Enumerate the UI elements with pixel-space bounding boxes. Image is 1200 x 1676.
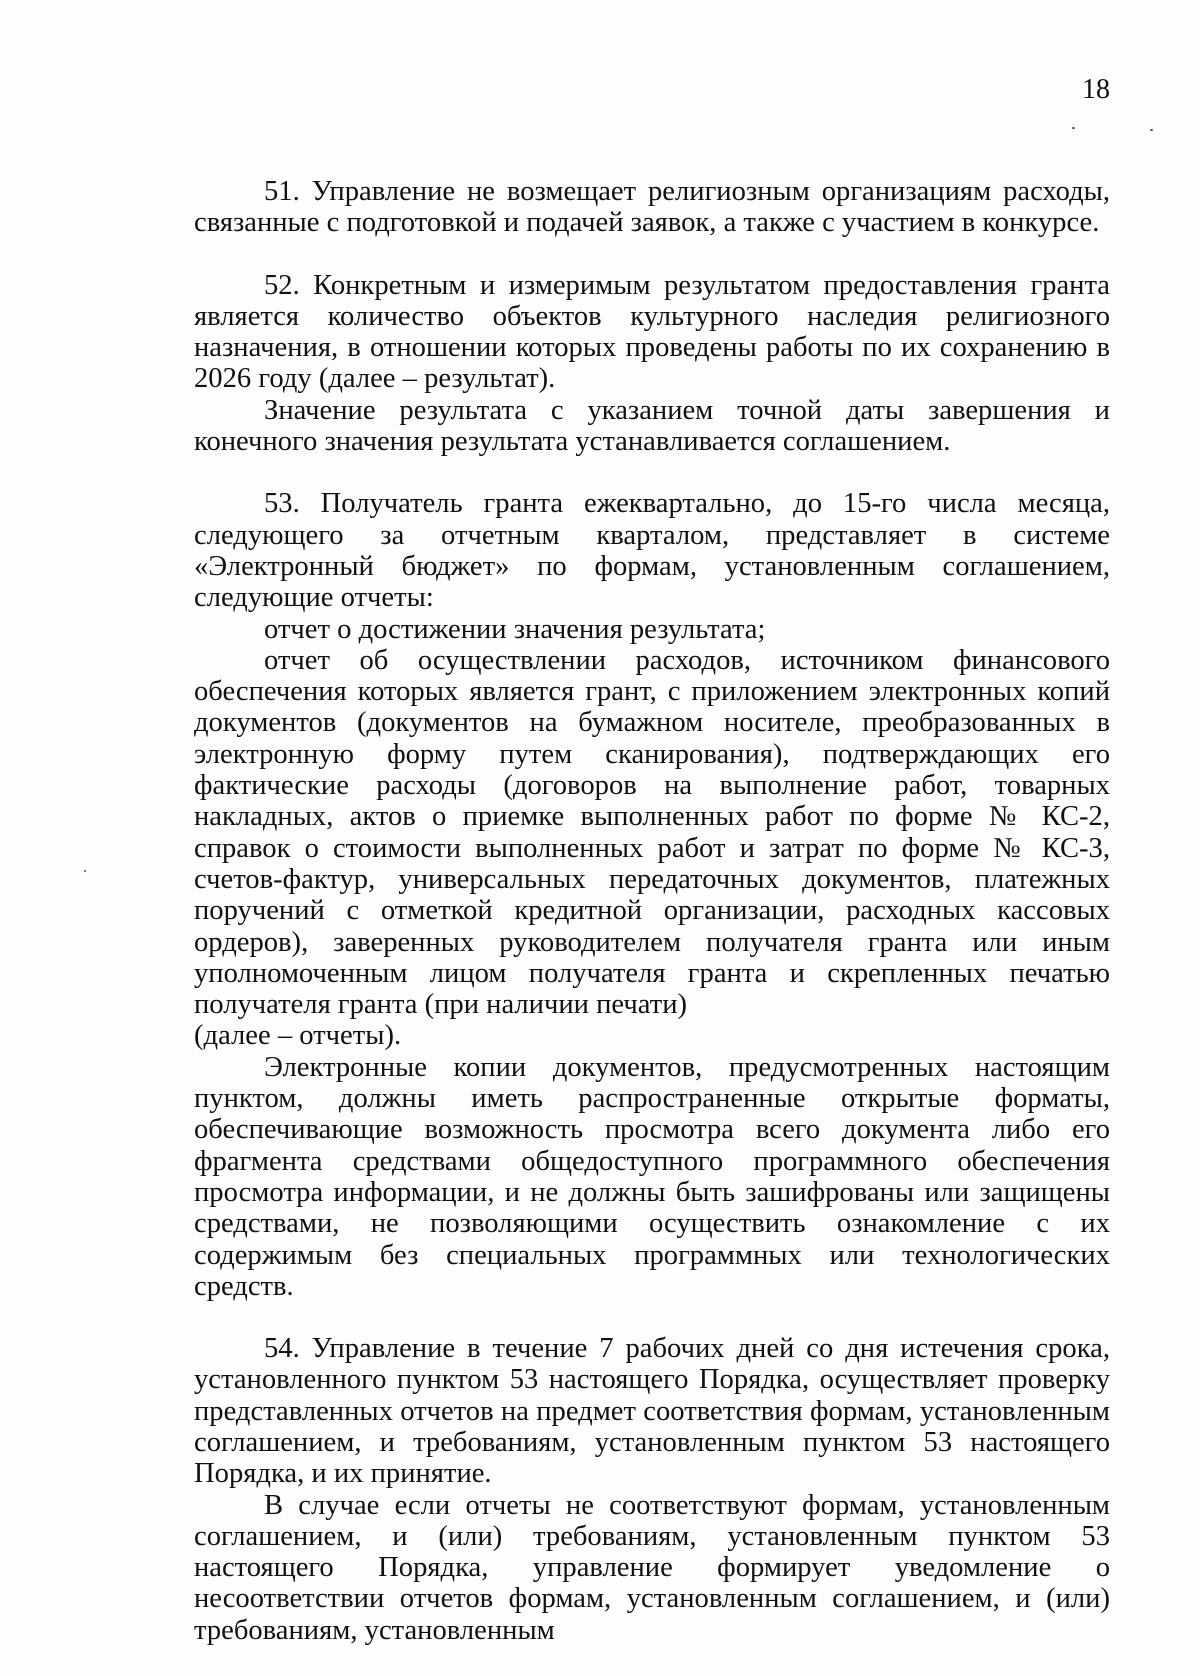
paragraph-51: 51. Управление не возмещает религиозным организациям расходы, связанные с подготовкой и подачей заявок, а также с участием в конкурсе.	[194, 176, 1110, 239]
paragraph-53-electronic-copies: Электронные копии документов, предусмотренных настоящим пунктом, должны иметь распространенные открытые форматы, обеспечивающие возможность просмотра всего документа либо его фрагмента средствами общедоступного программного обеспечения просмотра информации, и не должны быть зашифрованы или защищены средствами, не позволяющими осуществить ознакомление с их содержимым без специальных программных или технологических средств.	[194, 1051, 1110, 1302]
paragraph-52-result-value: Значение результата с указанием точной даты завершения и конечного значения результата устанавливается соглашением.	[194, 394, 1110, 458]
paragraph-52: 52. Конкретным и измеримым результатом предоставления гранта является количество объектов культурного наследия религиозного назначения, в отношении которых проведены работы по их сохранению в 2026 году (далее – результат).	[194, 269, 1110, 395]
paragraph-54: 54. Управление в течение 7 рабочих дней со дня истечения срока, установленного пунктом 53 настоящего Порядка, осуществляет проверку представленных отчетов на предмет соответствия формам, установленным соглашением, и требованиям, установленным пунктом 53 настоящего Порядка, и их принятие.	[194, 1333, 1110, 1490]
scan-speck	[84, 870, 86, 872]
scan-speck	[1150, 129, 1153, 131]
page-number: 18	[1082, 74, 1110, 105]
paragraph-53-report-result: отчет о достижении значения результата;	[264, 613, 766, 645]
paragraph-53-reports-note: (далее – отчеты).	[194, 1020, 402, 1052]
paragraph-53: 53. Получатель гранта ежеквартально, до 15-го числа месяца, следующего за отчетным кварталом, представляет в системе «Электронный бюджет» по формам, установленным соглашением, следующие отчеты:	[194, 488, 1110, 614]
paragraph-53-report-expenses: отчет об осуществлении расходов, источником финансового обеспечения которых является грант, с приложением электронных копий документов (документов на бумажном носителе, преобразованных в электронную форму путем сканирования), подтверждающих его фактические расходы (договоров на выполнение работ, товарных накладных, актов о приемке выполненных работ по форме № КС-2, справок о стоимости выполненных работ и затрат по форме № КС-3, счетов-фактур, универсальных передаточных документов, платежных поручений с отметкой кредитной организации, расходных кассовых ордеров), заверенных руководителем получателя гранта или иным уполномоченным лицом получателя гранта и скрепленных печатью получателя гранта (при наличии печати)	[194, 644, 1110, 1021]
paragraph-54-mismatch: В случае если отчеты не соответствуют формам, установленным соглашением, и (или) требованиям, установленным пунктом 53 настоящего Порядка, управление формирует уведомление о несоответствии отчетов формам, установленным соглашением, и (или) требованиям, установленным	[194, 1489, 1110, 1646]
document-body	[194, 176, 1110, 1646]
scan-speck	[1072, 127, 1075, 129]
